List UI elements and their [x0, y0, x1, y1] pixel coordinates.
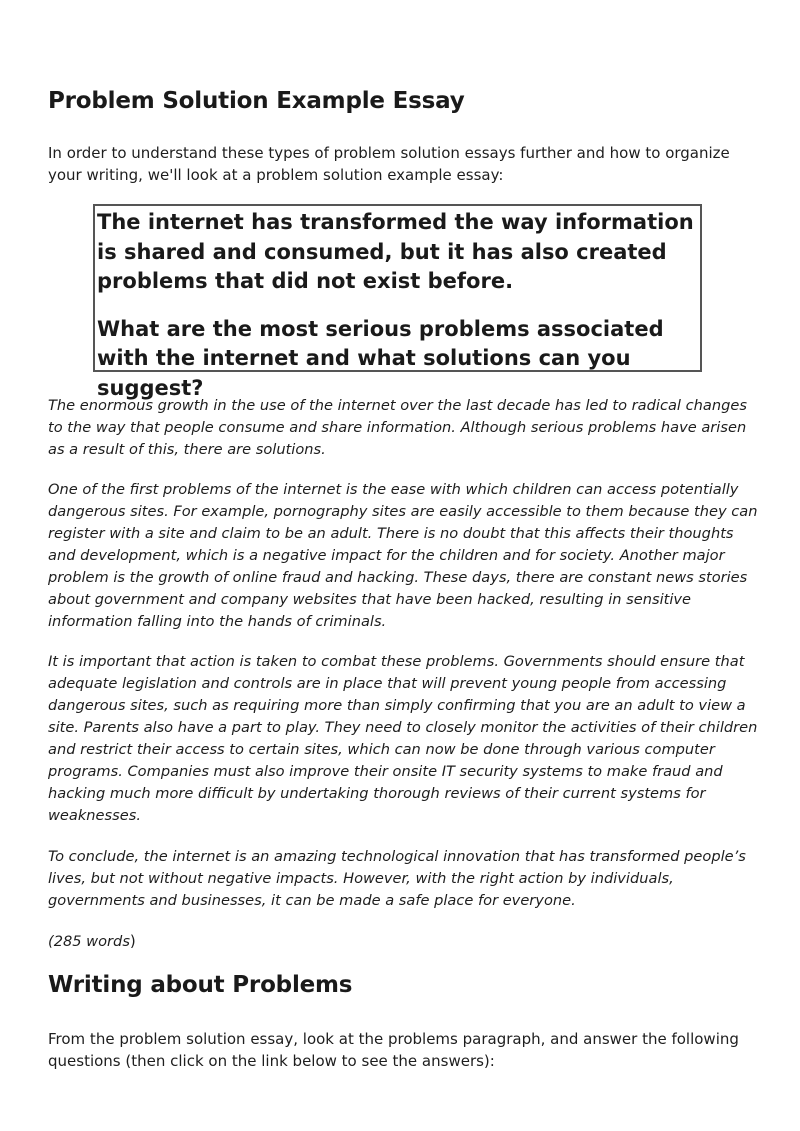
- section-heading-example-essay: Problem Solution Example Essay: [48, 88, 465, 114]
- essay-solutions-paragraph: It is important that action is taken to combat these problems. Governments should ensure that adequate legislation and controls are in place that will prevent young people from accessing dangerous sites, such as requiring more than simply confirming that you are an adult to view a site. Parents also have a part to play. They need to closely monitor the activities of their children and restrict their access to certain sites, which can now be done through various computer programs. Companies must also improve their onsite IT security systems to make fraud and hacking much more difficult by undertaking thorough reviews of their current systems for weaknesses.: [48, 653, 758, 824]
- essay-introduction-paragraph: The enormous growth in the use of the internet over the last decade has led to radical changes to the way that people consume and share information. Although serious problems have arisen as a result of this, there are solutions.: [48, 397, 747, 458]
- questions-intro-paragraph: From the problem solution essay, look at the problems paragraph, and answer the following questions (then click on the link below to see the answers):: [48, 1030, 739, 1070]
- essay-problems-paragraph: One of the first problems of the internet is the ease with which children can access potentially dangerous sites. For example, pornography sites are easily accessible to them because they can register with a site and claim to be an adult. There is no doubt that this affects their thoughts and development, which is a negative impact for the children and for society. Another major problem is the growth of online fraud and hacking. These days, there are constant news stories about government and company websites that have been hacked, resulting in sensitive information falling into the hands of criminals.: [48, 481, 758, 630]
- word-count: [48, 930, 760, 953]
- essay-question-box: [93, 204, 702, 400]
- section-heading-writing-about-problems: Writing about Problems: [48, 972, 353, 998]
- word-count-text: (285 words: [48, 933, 130, 950]
- intro-paragraph: In order to understand these types of problem solution essays further and how to organize your writing, we'll look at a problem solution example essay:: [48, 144, 730, 184]
- word-count-close: ): [129, 932, 136, 950]
- essay-conclusion-paragraph: To conclude, the internet is an amazing technological innovation that has transformed people’s lives, but not without negative impacts. However, with the right action by individuals, governments and businesses, it can be made a safe place for everyone.: [48, 848, 746, 909]
- question-statement: The internet has transformed the way information is shared and consumed, but it has also created problems that did not exist before.: [97, 210, 694, 293]
- question-prompt: What are the most serious problems associated with the internet and what solutions can you suggest?: [97, 316, 664, 400]
